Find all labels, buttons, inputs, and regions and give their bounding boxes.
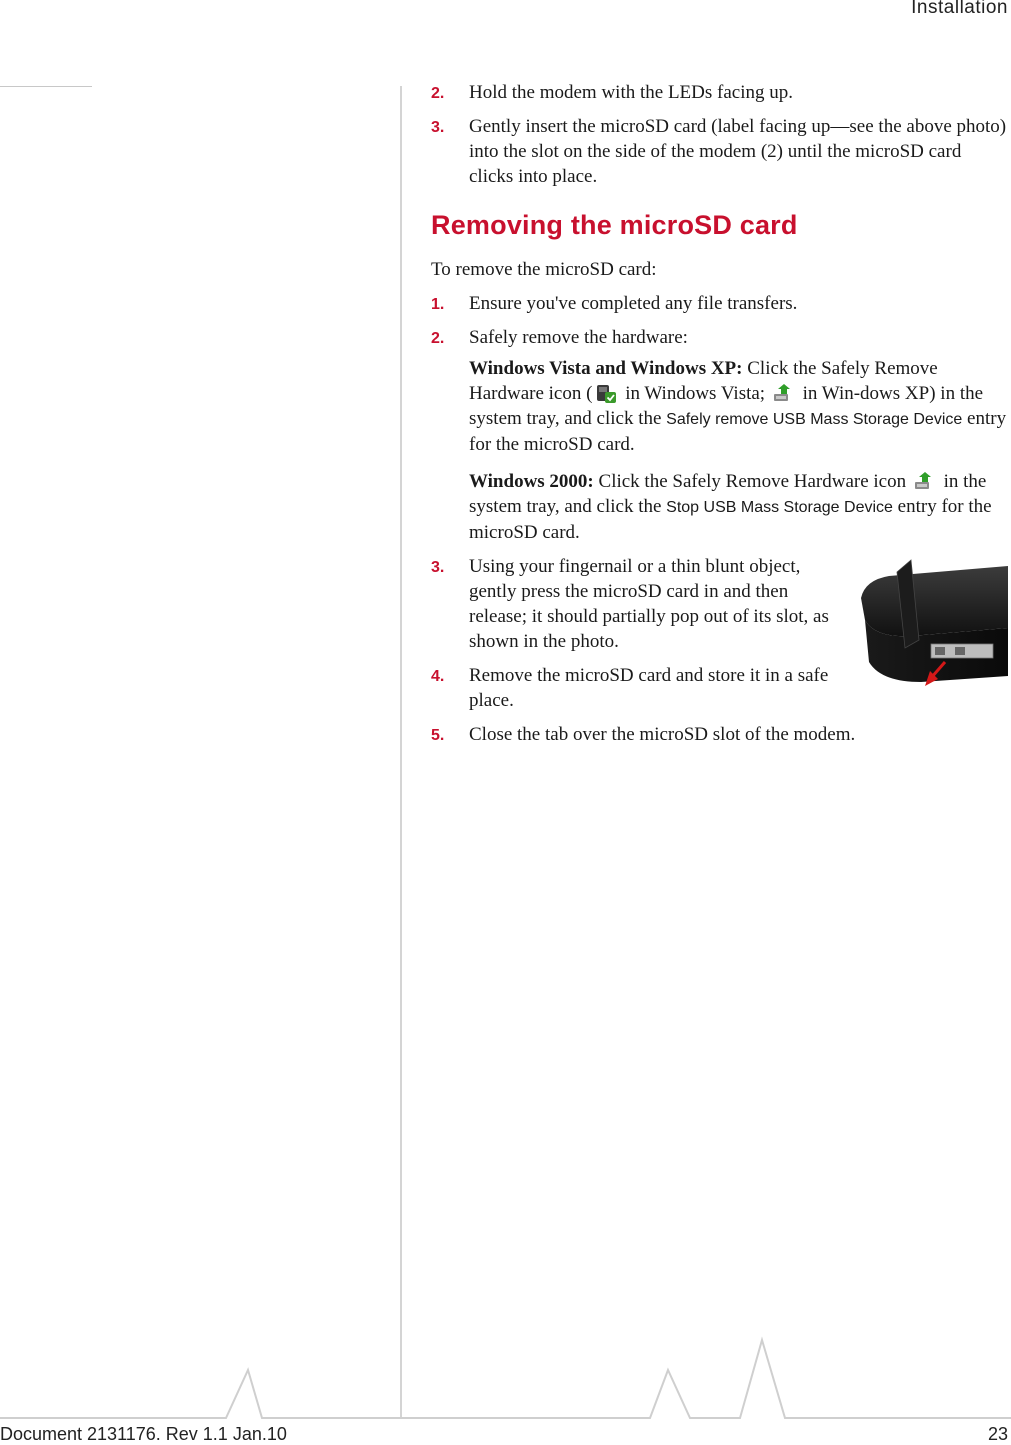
step-number: 5. <box>431 727 445 744</box>
step-text: Close the tab over the microSD slot of the modem. <box>469 724 856 745</box>
section-title: Removing the microSD card <box>431 210 798 240</box>
vista-text-3: in Win-dows XP) in the system tray, and click the <box>469 383 984 429</box>
photo-steps <box>431 554 1007 713</box>
step-text: Gently insert the microSD card (label facing up—see the above photo) into the slot on the side of the modem (2) until the microSD card clicks into place. <box>469 116 1007 187</box>
vista-text-2: in Windows Vista; <box>625 383 766 404</box>
step-number: 1. <box>431 296 445 313</box>
step-insert-3 <box>431 114 1007 189</box>
step-number: 3. <box>431 119 445 136</box>
safely-remove-2000-icon <box>913 470 937 492</box>
win2000-instructions <box>469 469 1007 545</box>
step-remove-4 <box>431 663 841 713</box>
vista-text-1: Click the Safely Remove Hardware icon ( <box>469 358 938 404</box>
step-remove-5 <box>431 722 1007 747</box>
win2000-text-1: Click the Safely Remove Hardware icon <box>598 471 907 492</box>
step-text: Safely remove the hardware: <box>469 327 688 348</box>
column-rule <box>400 86 402 1418</box>
win2000-text-3: entry for the microSD card. <box>469 496 992 543</box>
step-insert-2 <box>431 80 1007 105</box>
running-header: Installation <box>911 0 1008 18</box>
step-remove-1 <box>431 291 1007 316</box>
step-number: 2. <box>431 85 445 102</box>
step-text: Hold the modem with the LEDs facing up. <box>469 82 793 103</box>
win2000-label: Windows 2000: <box>469 471 594 492</box>
main-content <box>431 80 1007 756</box>
step-number: 2. <box>431 330 445 347</box>
footer-document-id: Document 2131176. Rev 1.1 Jan.10 <box>0 1424 287 1444</box>
vista-xp-label: Windows Vista and Windows XP: <box>469 358 743 379</box>
step-remove-3 <box>431 554 841 654</box>
safely-remove-vista-icon <box>594 382 618 404</box>
safely-remove-entry-label: Safely remove USB Mass Storage Device <box>666 411 963 428</box>
top-rule <box>0 86 92 87</box>
safely-remove-xp-icon <box>772 382 796 404</box>
section-intro: To remove the microSD card: <box>431 259 657 280</box>
stop-usb-entry-label: Stop USB Mass Storage Device <box>666 499 893 516</box>
page-number: 23 <box>987 1424 1008 1444</box>
win2000-text-2: in the system tray, and click the <box>469 471 987 517</box>
step-text: Remove the microSD card and store it in a safe place. <box>469 665 829 711</box>
modem-photo <box>861 558 1008 692</box>
step-number: 3. <box>431 559 445 576</box>
vista-text-4: entry for the microSD card. <box>469 408 1007 455</box>
step-text: Using your fingernail or a thin blunt object, gently press the microSD card in and then release; it should partially pop out of its slot, as shown in the photo. <box>469 556 829 652</box>
step-number: 4. <box>431 668 445 685</box>
step-text: Ensure you've completed any file transfers. <box>469 293 798 314</box>
step-remove-2 <box>431 325 1007 545</box>
vista-xp-instructions <box>469 356 1007 457</box>
